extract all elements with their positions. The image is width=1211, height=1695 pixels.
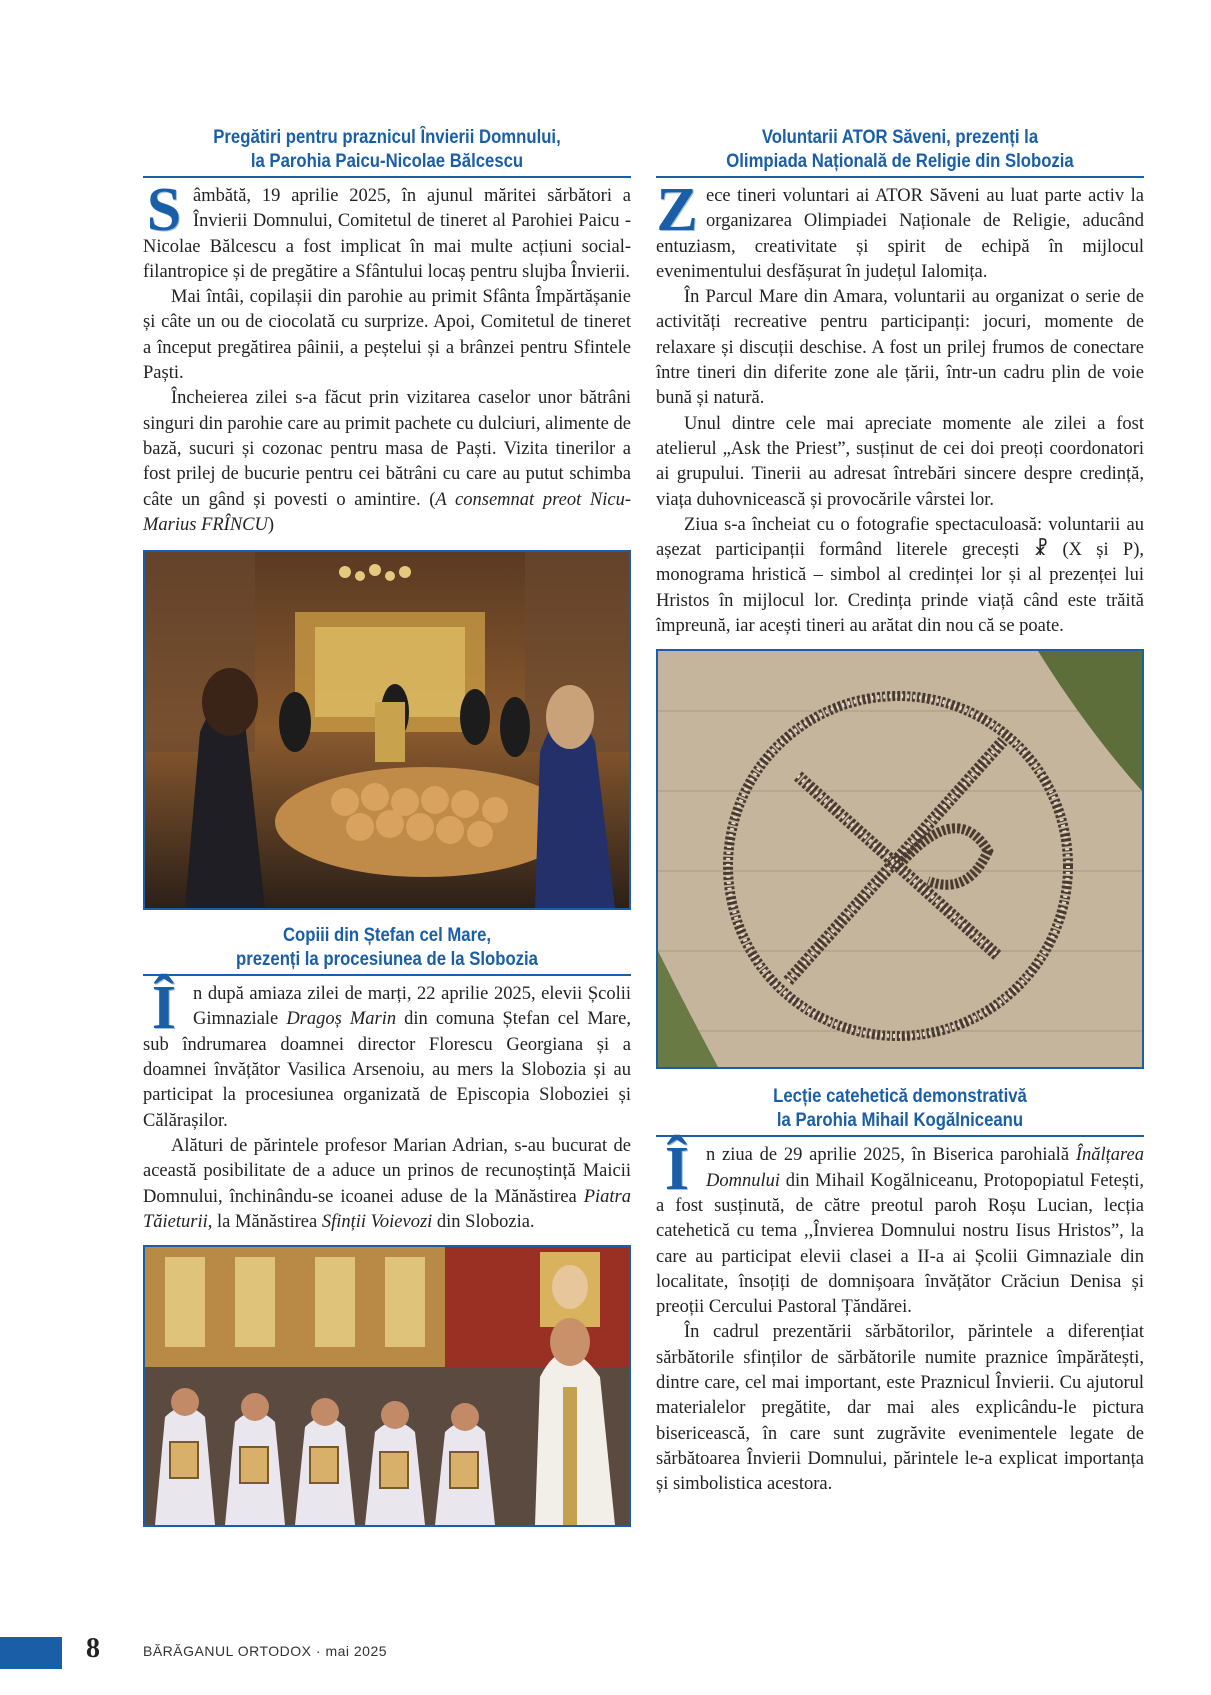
paragraph-text: n ziua de 29 aprilie 2025, în Biserica parohială bbox=[706, 1145, 1076, 1166]
title-line: prezenți la procesiunea de la Slobozia bbox=[236, 949, 538, 971]
article-paragraph: În Parcul Mare din Amara, voluntarii au organizat o serie de activități recreative pentru participanți: jocuri, momente de relaxare și discuții deschise. A fost un prilej frumos de conectare între tineri din diferite zone ale țării, într-un cadru plin de voie bună și natură. bbox=[656, 287, 1144, 409]
article-paragraph bbox=[143, 974, 632, 1134]
article-stefan-cel-mare bbox=[143, 924, 631, 1527]
drop-cap: Z bbox=[656, 176, 698, 244]
article-title bbox=[172, 924, 601, 972]
article-paragraph bbox=[143, 176, 631, 285]
article-title bbox=[172, 126, 601, 174]
author-signature: A consemnat preot Nicu-Marius FRÎNCU bbox=[143, 489, 631, 535]
title-line: Lecție catehetică demonstrativă bbox=[773, 1086, 1027, 1108]
article-paicu bbox=[143, 126, 631, 910]
right-column bbox=[656, 126, 1144, 1498]
article-paragraph bbox=[143, 386, 631, 538]
article-title bbox=[685, 1085, 1114, 1133]
article-paragraph bbox=[656, 176, 1144, 285]
paragraph-text: Alături de părintele profesor Marian Adrian, s-au bucurat de această posibilitate de a aduce un prinos de recunoștință Maicii Domnului, închinându-se icoanei aduse de la Mănăstirea bbox=[143, 1135, 631, 1207]
aerial-chi-rho-image bbox=[658, 651, 1142, 1067]
page-number: 8 bbox=[86, 1633, 100, 1664]
article-title bbox=[685, 126, 1114, 174]
paragraph-text: , la Mănăstirea bbox=[207, 1211, 322, 1232]
church-name: Înălțarea Domnului bbox=[706, 1145, 1144, 1191]
drop-cap: Î bbox=[664, 1135, 690, 1204]
monastery-name: Sfinții Voievozi bbox=[321, 1211, 433, 1232]
title-divider bbox=[143, 176, 631, 178]
article-kogalniceanu bbox=[656, 1085, 1144, 1497]
church-interior-image bbox=[145, 552, 629, 908]
article-paragraph bbox=[656, 1135, 1144, 1320]
drop-cap: Î bbox=[151, 974, 177, 1043]
paragraph-text: ece tineri voluntari ai ATOR Săveni au luat parte activ la organizarea Olimpiadei Naționale de Religie, aducând entuziasm, creativitate și spirit de echipă în mijlocul evenimentului desfășurat în județul Ialomița. bbox=[656, 186, 1144, 282]
title-line: Copiii din Ștefan cel Mare, bbox=[282, 925, 492, 947]
paragraph-text: din Mihail Kogălniceanu, Protopopiatul Fetești, a fost susținută, de către preotul paroh Roșu Lucian, lecția catehetică cu tema ,,Învierea Domnului nostru Iisus Hristos”, la care au participat elevii clasei a II-a ai Școlii Gimnaziale din localitate, însoțiți de domnișoara învățător Crăciun Denisa și preoții Cercului Pastoral Țăndărei. bbox=[656, 1170, 1144, 1318]
title-divider bbox=[143, 974, 631, 976]
left-column bbox=[143, 126, 631, 1527]
title-line: Olimpiada Națională de Religie din Slobozia bbox=[726, 151, 1074, 172]
paragraph-text: âmbătă, 19 aprilie 2025, în ajunul măritei sărbători a Învierii Domnului, Comitetul de tineret al Parohiei Paicu - Nicolae Bălcescu a fost implicat în mai multe acțiuni social-filantropice și de pregătire a Sfântului locaș pentru slujba Învierii. bbox=[143, 186, 631, 282]
monastery-name: Piatra Tăieturii bbox=[143, 1186, 631, 1232]
title-line: Pregătiri pentru praznicul Învierii Domnului, bbox=[213, 127, 561, 148]
title-line: la Parohia Mihail Kogălniceanu bbox=[776, 1110, 1024, 1132]
publication-footer: BĂRĂGANUL ORTODOX · mai 2025 bbox=[143, 1643, 388, 1659]
footer-accent-bar bbox=[0, 1637, 62, 1669]
paragraph-text: Încheierea zilei s-a făcut prin vizitarea caselor unor bătrâni singuri din parohie care au primit pachete cu dulciuri, alimente de bază, sucuri și cozonac pentru masa de Paști. Vizita tinerilor a fost prilej de bucurie pentru cei bătrâni cu care au putut schimba câte un gând și povesti o amintire. ( bbox=[143, 388, 631, 510]
children-with-icons-image bbox=[145, 1247, 629, 1525]
children-icons-photo bbox=[143, 1245, 631, 1527]
chi-rho-aerial-photo bbox=[656, 649, 1144, 1069]
article-paragraph: Mai întâi, copilașii din parohie au primit Sfânta Împărtășanie și câte un ou de ciocolată cu surprize. Apoi, Comitetul de tineret a început pregătirea pâinii, a peștelui și a brânzei pentru Sfintele Paști. bbox=[143, 287, 631, 384]
title-line: la Parohia Paicu-Nicolae Bălcescu bbox=[250, 151, 524, 172]
paragraph-text: din Slobozia. bbox=[432, 1211, 535, 1232]
article-paragraph: Ziua s-a încheiat cu o fotografie spectaculoasă: voluntarii au așezat participanții formând literele grecești ☧ (X și P), monograma hristică – simbol al credinței lor și al prezenței lui Hristos în mijlocul lor. Credința prinde viață când este trăită împreună, iar acești tineri au arătat din nou că se poate. bbox=[656, 514, 1144, 637]
paragraph-text: n după amiaza zilei de marți, 22 aprilie 2025, elevii Școlii Gimnaziale bbox=[193, 984, 631, 1030]
drop-cap: S bbox=[146, 176, 182, 244]
article-paragraph: Unul dintre cele mai apreciate momente ale zilei a fost atelierul „Ask the Priest”, susținut de cei doi preoți coordonatori ai grupului. Tinerii au adresat întrebări sincere despre credință, viața duhovnicească și provocările vârstei lor. bbox=[656, 413, 1144, 510]
title-line: Voluntarii ATOR Săveni, prezenți la bbox=[761, 127, 1039, 148]
article-ator-saveni bbox=[656, 126, 1144, 1069]
title-divider bbox=[656, 176, 1144, 178]
paragraph-text: din comuna Ștefan cel Mare, sub îndrumarea doamnei director Florescu Georgiana și a doamnei învățător Vasilica Arsenoiu, au mers la Slobozia și au participat la procesiunea organizată de Episcopia Sloboziei și Călărașilor. bbox=[143, 1009, 632, 1131]
church-bread-photo bbox=[143, 550, 631, 910]
article-paragraph: În cadrul prezentării sărbătorilor, părintele a diferențiat sărbătorile sfinților de sărbătorile numite praznice împărătești, dintre care, cel mai important, este Praznicul Învierii. Cu ajutorul materialelor pregătite, dar mai ales explicându-le pictura bisericească, în care sunt zugrăvite evenimentele legate de sărbătoarea Învierii Domnului, părintele le-a explicat importanța și simbolistica acestora. bbox=[656, 1322, 1144, 1495]
article-paragraph bbox=[143, 1134, 631, 1235]
school-name: Dragoș Marin bbox=[286, 1009, 397, 1030]
title-divider bbox=[656, 1135, 1144, 1137]
paragraph-text: ) bbox=[267, 514, 275, 535]
